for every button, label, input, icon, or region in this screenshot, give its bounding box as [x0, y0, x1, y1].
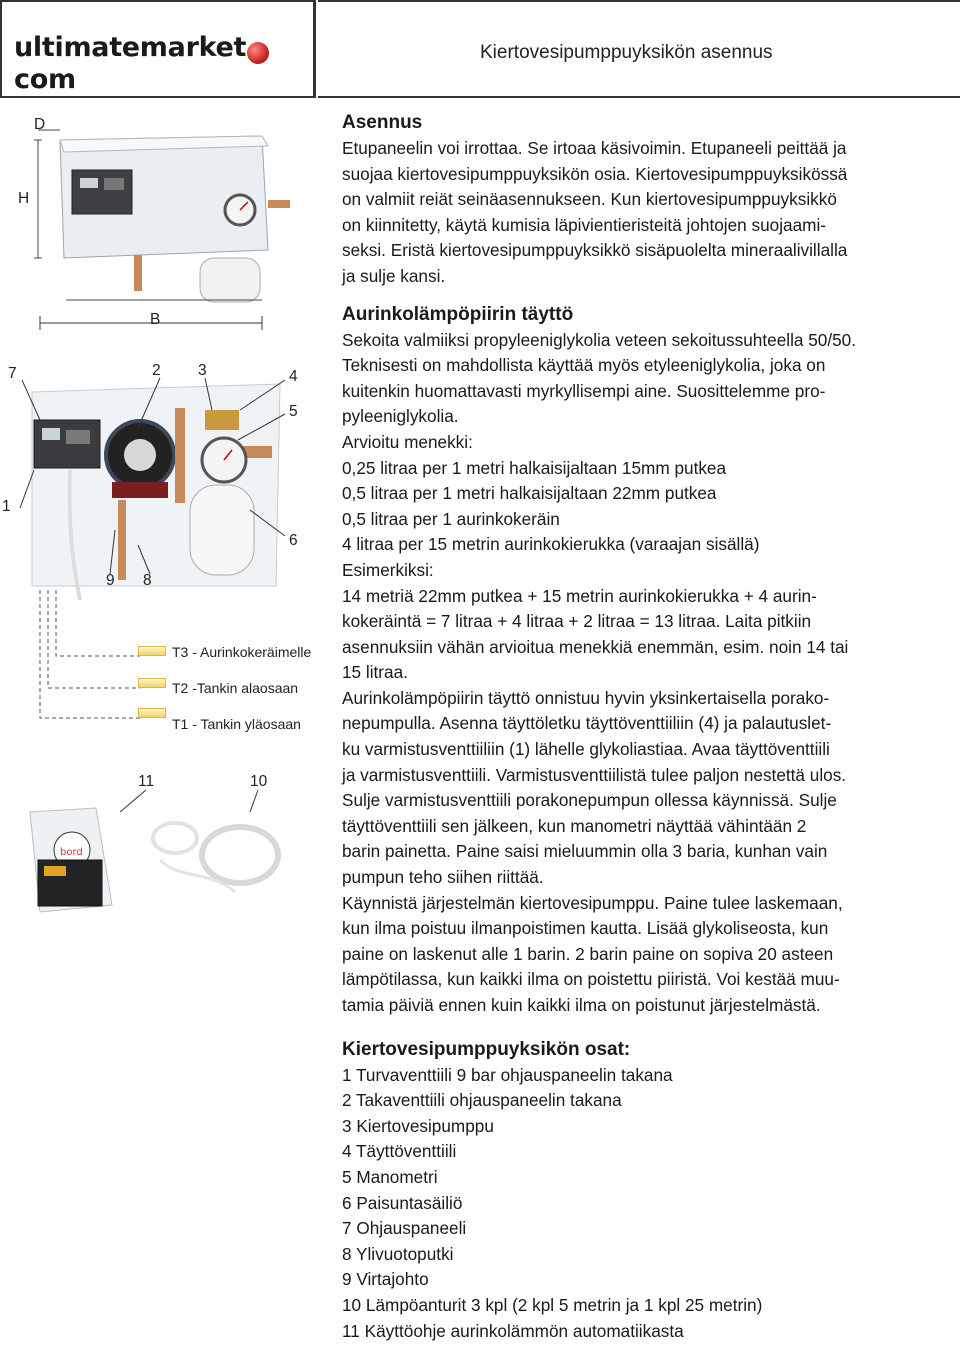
part-label-1: 1 — [2, 498, 11, 515]
taytto-line: 15 litraa. — [342, 662, 408, 683]
figure-illustrations — [0, 0, 340, 1357]
cabinet-closed-illustration — [34, 130, 290, 302]
taytto-line: Käynnistä järjestelmän kiertovesipumppu. Paine tulee laskemaan, — [342, 892, 843, 913]
part-label-6: 6 — [289, 532, 298, 549]
sensor-t2-tip — [138, 678, 166, 688]
asennus-line: on kiinnitetty, käytä kumisia läpivientieristeitä johtojen suojaami- — [342, 214, 827, 235]
logo-text-main: ultimatemarket — [14, 32, 247, 63]
section-osat — [342, 1037, 952, 1345]
taytto-line: lämpötilassa, kun kaikki ilma on poistettu piiristä. Voi kestää muu- — [342, 969, 840, 990]
parts-list-item: 4 Täyttöventtiili — [342, 1141, 457, 1162]
section-title-taytto: Aurinkolämpöpiirin täyttö — [342, 303, 574, 325]
asennus-line: suojaa kiertovesipumppuyksikön osia. Kiertovesipumppuyksikössä — [342, 163, 848, 184]
dim-label-b: B — [150, 311, 161, 328]
taytto-line: nepumpulla. Asenna täyttöletku täyttöventtiiliin (4) ja palautuslet- — [342, 713, 832, 734]
taytto-line: 0,5 litraa per 1 aurinkokeräin — [342, 508, 560, 529]
taytto-line: kuitenkin huomattavasti myrkyllisempi aine. Suosittelemme pro- — [342, 380, 826, 401]
taytto-line: Arvioitu menekki: — [342, 431, 473, 452]
taytto-line: Sulje varmistusventtiili porakonepumpun ollessa käynnissä. Sulje — [342, 790, 837, 811]
parts-list-item: 8 Ylivuotoputki — [342, 1243, 454, 1264]
section-title-asennus: Asennus — [342, 112, 423, 133]
part-label-8: 8 — [143, 572, 152, 589]
sensor-label-t1: T1 - Tankin yläosaan — [172, 716, 301, 732]
parts-list-item: 6 Paisuntasäiliö — [342, 1192, 463, 1213]
section-asennus — [342, 110, 952, 290]
part-label-3: 3 — [198, 362, 207, 379]
parts-list-item: 1 Turvaventtiili 9 bar ohjauspaneelin takana — [342, 1064, 673, 1085]
taytto-line: asennuksiin vähän arvioitua menekkiä enemmän, esim. noin 14 tai — [342, 636, 849, 657]
taytto-line: 4 litraa per 15 metrin aurinkokierukka (varaajan sisällä) — [342, 534, 760, 555]
parts-list-item: 9 Virtajohto — [342, 1269, 429, 1290]
taytto-line: pumpun teho siihen riittää. — [342, 867, 544, 888]
taytto-line: Sekoita valmiiksi propyleeniglykolia veteen sekoitussuhteella 50/50. — [342, 329, 857, 350]
cabinet-open-illustration — [32, 384, 280, 600]
part-label-2: 2 — [152, 362, 161, 379]
taytto-line: kokeräintä = 7 litraa + 4 litraa + 2 litraa = 13 litraa. Laita pitkiin — [342, 611, 812, 632]
sensor-label-t3: T3 - Aurinkokeräimelle — [172, 644, 312, 660]
parts-list-item: 11 Käyttöohje aurinkolämmön automatiikasta — [342, 1320, 684, 1341]
part-label-10: 10 — [250, 773, 268, 790]
parts-list-item: 2 Takaventtiili ohjauspaneelin takana — [342, 1090, 622, 1111]
section-taytto — [342, 302, 952, 1019]
part-label-7: 7 — [8, 365, 17, 382]
sensor-label-t2: T2 -Tankin alaosaan — [172, 680, 299, 696]
asennus-line: seksi. Eristä kiertovesipumppuyksikkö sisäpuolelta mineraalivillalla — [342, 240, 848, 261]
taytto-line: Aurinkolämpöpiirin täyttö onnistuu hyvin yksinkertaisella porako- — [342, 687, 830, 708]
parts-list-item: 3 Kiertovesipumppu — [342, 1115, 494, 1136]
dim-label-d: D — [34, 116, 46, 133]
taytto-line: paine on laskenut alle 1 barin. 2 barin paine on sopiva 20 asteen — [342, 943, 834, 964]
header-bar — [318, 0, 960, 98]
part-label-5: 5 — [289, 403, 298, 420]
part-label-4: 4 — [289, 368, 298, 385]
section-title-osat: Kiertovesipumppuyksikön osat: — [342, 1038, 631, 1060]
taytto-line: ku varmistusventtiiliin (1) lähelle glykoliastiaa. Avaa täyttöventtiili — [342, 739, 830, 760]
taytto-line: Esimerkiksi: — [342, 559, 434, 580]
taytto-line: ja varmistusventtiili. Varmistusventtiilistä tulee paljon nestettä ulos. — [342, 764, 847, 785]
controller-package-illustration — [30, 790, 278, 912]
page-title: Kiertovesipumppuyksikön asennus — [480, 42, 773, 63]
taytto-line: kun ilma poistuu ilmanpoistimen kautta. Lisää glykoliseosta, kun — [342, 918, 829, 939]
text-column — [342, 110, 952, 1344]
taytto-line: Teknisesti on mahdollista käyttää myös etyleeniglykolia, joka on — [342, 355, 826, 376]
taytto-line: barin painetta. Paine saisi mieluummin olla 3 baria, kunhan vain — [342, 841, 828, 862]
part-label-11: 11 — [138, 773, 155, 790]
asennus-line: Etupaneelin voi irrottaa. Se irtoaa käsivoimin. Etupaneeli peittää ja — [342, 138, 847, 158]
taytto-line: pyleeniglykolia. — [342, 406, 459, 427]
dim-label-h: H — [18, 190, 30, 207]
sensor-t3-tip — [138, 646, 166, 656]
sensor-cables — [40, 590, 140, 718]
taytto-line: täyttöventtiili sen jälkeen, kun manometri näyttää vähintään 2 — [342, 815, 807, 836]
taytto-line: 0,25 litraa per 1 metri halkaisijaltaan 15mm putkea — [342, 457, 727, 478]
part-label-9: 9 — [106, 572, 115, 589]
taytto-line: tamia päiviä ennen kuin kaikki ilma on poistunut järjestelmästä. — [342, 995, 821, 1015]
parts-list-item: 7 Ohjauspaneeli — [342, 1218, 467, 1239]
svg-text:bord: bord — [60, 847, 83, 858]
logo-text-suffix: com — [14, 64, 76, 95]
asennus-line: ja sulje kansi. — [342, 265, 446, 286]
parts-list-item: 10 Lämpöanturit 3 kpl (2 kpl 5 metrin ja 1 kpl 25 metrin) — [342, 1294, 763, 1315]
taytto-line: 0,5 litraa per 1 metri halkaisijaltaan 22mm putkea — [342, 483, 717, 504]
taytto-line: 14 metriä 22mm putkea + 15 metrin aurinkokierukka + 4 aurin- — [342, 585, 817, 606]
parts-list-item: 5 Manometri — [342, 1166, 438, 1187]
asennus-line: on valmiit reiät seinäasennukseen. Kun kiertovesipumppuyksikkö — [342, 189, 837, 210]
sensor-t1-tip — [138, 708, 166, 718]
